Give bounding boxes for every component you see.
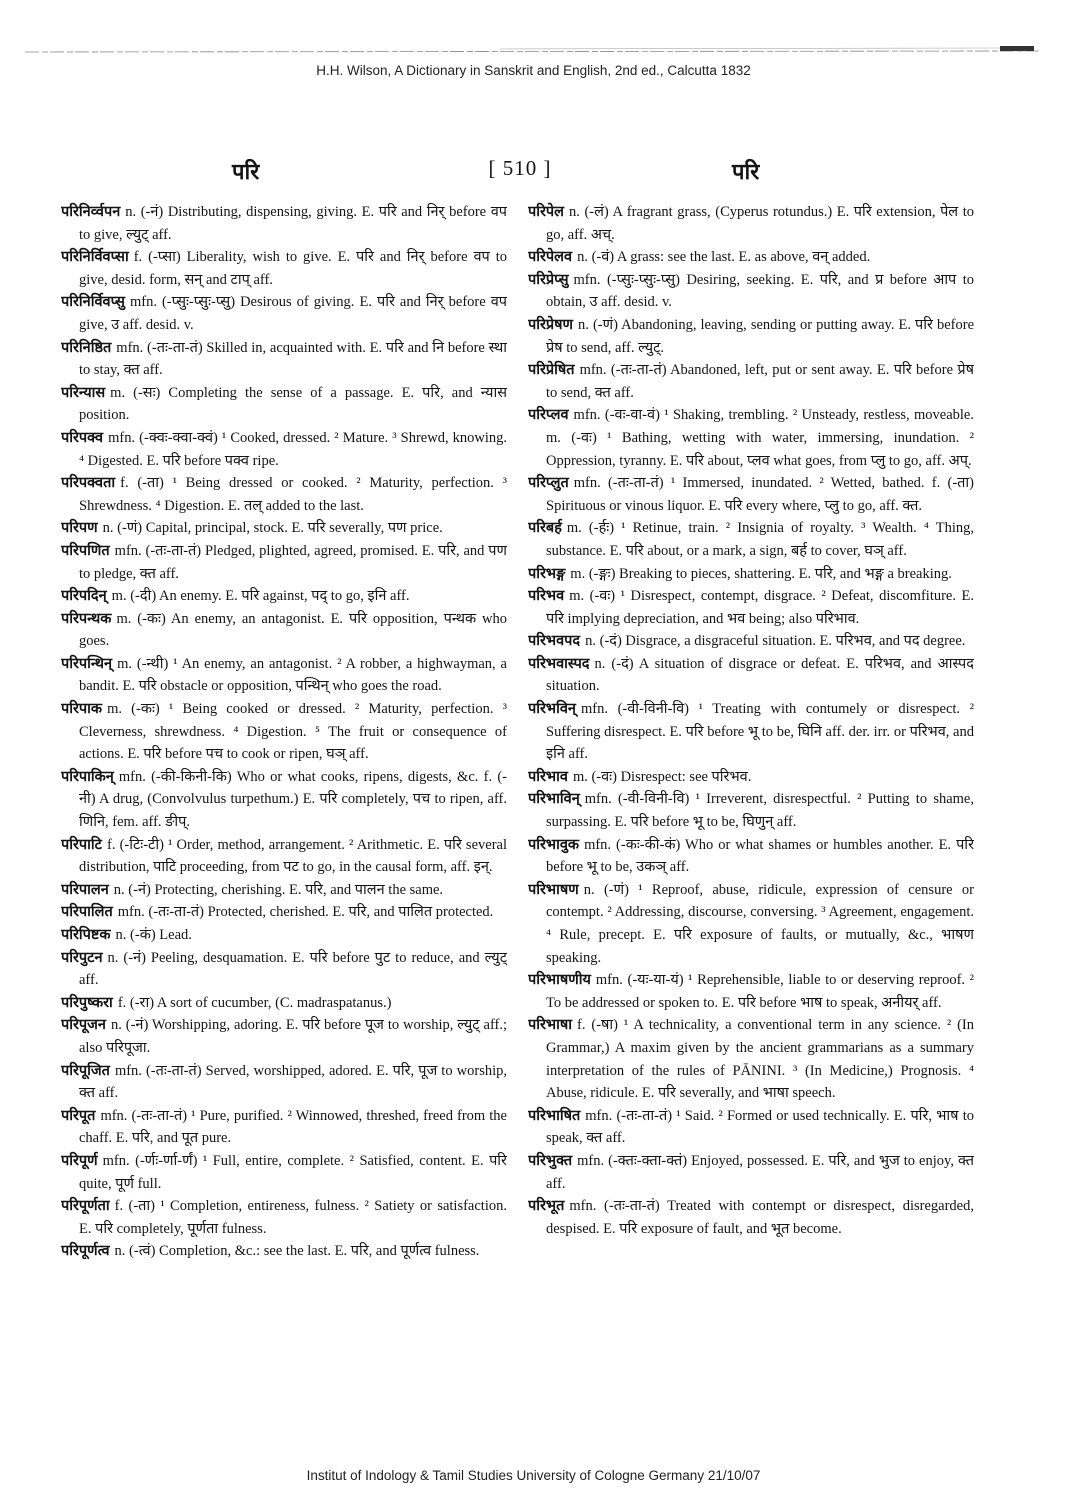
entry-headword: परिन्यास [61,384,106,401]
entry-definition: f. (-रा) A sort of cucumber, (C. madraspatanus.) [117,994,392,1011]
entry-definition: m. (-दी) An enemy. E. परि against, पद् to go, इनि aff. [111,588,410,605]
entry-definition: n. (-नं) Distributing, dispensing, giving. E. परि and निर् before वप to give, ल्युट् aff. [79,204,507,243]
left-column [61,201,507,1455]
entry-definition: n. (-णं) Abandoning, leaving, sending or putting away. E. परि before प्रेष to send, aff. ल्युट्. [546,316,974,356]
dictionary-entry [61,879,507,902]
dictionary-entry [528,472,974,517]
entry-headword: परिपूर्णत्व [61,1243,110,1260]
dictionary-entry [61,382,507,427]
entry-definition: n. (-वं) A grass: see the last. E. as above, वन् added. [577,249,871,266]
entry-definition: mfn. (-तः-ता-तं) Skilled in, acquainted with. E. परि and नि before स्था to stay, क्त aff. [79,339,507,379]
entry-definition: n. (-नं) Peeling, desquamation. E. परि before पुट to reduce, and ल्युट् aff. [79,949,507,989]
dictionary-entry [61,698,507,766]
entry-headword: परिपूजन [61,1017,106,1034]
dictionary-entry [528,1014,974,1104]
scan-top-edge [0,40,1067,60]
entry-headword: परिभविन् [528,701,576,718]
entry-definition: m. (-कः) ¹ Being cooked or dressed. ² Maturity, perfection. ³ Cleverness, shrewdness. ⁴ Digestion. ⁵ The fruit or consequence of actions. E. परि before पच to cook or ripen, घञ् aff. [79,701,507,763]
right-column [528,201,974,1455]
entry-headword: परिभङ्ग [528,565,566,582]
entry-definition: mfn. (-कः-की-कं) Who or what shames or humbles another. E. परि before भू to be, उकञ् aff. [546,836,974,876]
entry-headword: परिपन्थिन् [61,655,113,672]
dictionary-entry [61,517,507,540]
entry-definition: mfn. (-तः-ता-तं) ¹ Immersed, inundated. ² Wetted, bathed. f. (-ता) Spirituous or vinous liquor. E. परि every where, प्लु to go, aff. क्त. [546,475,974,514]
dictionary-entry [61,834,507,879]
entry-definition: n. (-लं) A fragrant grass, (Cyperus rotundus.) E. परि extension, पेल to go, aff. अच्. [546,204,974,243]
entry-headword: परिप्रेषण [528,316,574,333]
entry-headword: परिपन्थक [61,610,112,627]
dictionary-entry [61,472,507,517]
entry-headword: परिभूत [528,1198,565,1215]
entry-definition: mfn. (-प्सुः-प्सुः-प्सु) Desirous of giving. E. परि and निर् before वप give, उ aff. desid. v. [79,294,507,333]
entry-headword: परिभाषा [528,1017,573,1034]
entry-headword: परिभाविन् [528,791,580,808]
dictionary-entry [528,563,974,586]
dictionary-entry [528,201,974,246]
entry-headword: परिपूर्ण [61,1152,98,1169]
entry-headword: परिप्रेप्सु [528,271,569,288]
running-head [0,156,1067,190]
entry-definition: n. (-दं) Disgrace, a disgraceful situation. E. परिभव, and पद degree. [585,633,966,650]
entry-headword: परिपेलव [528,249,573,266]
dictionary-entry [61,924,507,947]
entry-definition: mfn. (-की-किनी-कि) Who or what cooks, ripens, digests, &c. f. (-नी) A drug, (Convolvulus turpethum.) E. परि completely, पच to ripen, aff. णिनि, fem. aff. ङीप्. [79,768,507,831]
entry-definition: f. (-षा) ¹ A technicality, a conventional term in any science. ² (In Grammar,) A maxim given by the ancient grammarians as a summary interpretation of the rules of PĀNINI. ³ (In Medicine,) Prognosis. ⁴ Abuse, ridicule. E. परि severally, and भाषा speech. [546,1017,974,1102]
entry-headword: परिभवास्पद [528,655,590,672]
entry-definition: m. (-वः) ¹ Disrespect, contempt, disgrace. ² Defeat, discomfiture. E. परि implying depreciation, and भव being; also परिभाव. [546,588,974,627]
entry-definition: n. (-नं) Protecting, cherishing. E. परि, and पालन the same. [113,881,444,898]
entry-headword: परिपूत [61,1107,96,1124]
entry-headword: परिपूजित [61,1062,110,1079]
dictionary-entry [61,427,507,472]
dictionary-entry [61,201,507,246]
dictionary-entry [61,1195,507,1240]
dictionary-entry [528,834,974,879]
dictionary-entry [61,1150,507,1195]
entry-headword: परिभाषणीय [528,972,591,989]
dictionary-entry [528,404,974,472]
entry-headword: परिप्रेषित [528,362,575,379]
dictionary-entry [61,1014,507,1059]
entry-headword: परिभाषण [528,881,579,898]
entry-headword: परिप्लुत [528,475,569,492]
entry-headword: परिपालित [61,904,113,921]
entry-headword: परिपिष्टक [61,927,111,943]
dictionary-entry [61,901,507,924]
entry-definition: n. (-त्वं) Completion, &c.: see the last. E. परि, and पूर्णत्व fulness. [114,1243,480,1260]
entry-headword: परिभावुक [528,836,580,853]
entry-definition: mfn. (-यः-या-यं) ¹ Reprehensible, liable to or deserving reproof. ² To be addressed or spoken to. E. परि before भाष to speak, अनीयर् aff. [546,972,974,1011]
dictionary-entry [61,585,507,608]
dictionary-entry [61,947,507,992]
dictionary-entry [528,269,974,314]
dictionary-entry [528,653,974,698]
entry-definition: mfn. (-तः-ता-तं) Served, worshipped, adored. E. परि, पूज to worship, क्त aff. [79,1062,507,1102]
entry-definition: mfn. (-वी-विनी-वि) ¹ Irreverent, disrespectful. ² Putting to shame, surpassing. E. परि before भू to be, घिणुन् aff. [546,791,974,831]
dictionary-entry [61,992,507,1015]
dictionary-entry [61,1060,507,1105]
entry-headword: परिपक्वता [61,475,116,492]
entry-headword: परिपालन [61,881,109,898]
entry-headword: परिपूर्णता [61,1198,110,1215]
entry-headword: परिपण [61,520,98,537]
entry-definition: m. (-सः) Completing the sense of a passage. E. परि, and न्यास position. [79,384,507,424]
dictionary-entry [61,1105,507,1150]
entry-headword: परिनिर्विवप्सु [61,294,125,311]
dictionary-entry [528,517,974,562]
dictionary-entry [61,766,507,834]
dictionary-entry [528,314,974,359]
entry-definition: m. (-न्थी) ¹ An enemy, an antagonist. ² A robber, a highwayman, a bandit. E. परि obstacle or opposition, पन्थिन् who goes the road. [79,655,507,695]
dictionary-entry [61,540,507,585]
dictionary-entry [528,788,974,833]
entry-definition: mfn. (-क्वः-क्वा-क्वं) ¹ Cooked, dressed. ² Mature. ³ Shrewd, knowing. ⁴ Digested. E. परि before पक्व ripe. [79,429,507,469]
source-header: H.H. Wilson, A Dictionary in Sanskrit and English, 2nd ed., Calcutta 1832 [316,63,751,78]
footer: Institut of Indology & Tamil Studies University of Cologne Germany 21/10/07 [306,1468,761,1483]
dictionary-entry [528,1105,974,1150]
entry-headword: परिपुटन [61,949,103,966]
entry-definition: f. (-प्सा) Liberality, wish to give. E. परि and निर् before वप to give, desid. form, सन् and टाप् aff. [79,249,507,288]
entry-definition: mfn. (-तः-ता-तं) Pledged, plighted, agreed, promised. E. परि, and पण to pledge, क्त aff. [79,542,507,582]
dictionary-entry [61,291,507,336]
entry-definition: f. (-ता) ¹ Being dressed or cooked. ² Maturity, perfection. ³ Shrewdness. ⁴ Digestion. E. तल् added to the last. [79,475,507,514]
entry-definition: mfn. (-वः-वा-वं) ¹ Shaking, trembling. ² Unsteady, restless, moveable. m. (-वः) ¹ Bathing, wetting with water, immersing, inundation. ² Oppression, tyranny. E. परि about, प्लव what goes, from प्लु to go, aff. अप्. [546,407,974,469]
entry-definition: mfn. (-तः-ता-तं) ¹ Pure, purified. ² Winnowed, threshed, freed from the chaff. E. परि, and पूत pure. [79,1107,507,1147]
dictionary-entry [61,1240,507,1263]
entry-headword: परिपाकिन् [61,768,114,785]
entry-headword: परिनिर्विवप्सा [61,249,129,266]
running-head-right: परि [732,159,760,184]
entry-headword: परिपक्व [61,429,104,446]
dictionary-entry [528,969,974,1014]
dictionary-entry [61,653,507,698]
dictionary-entry [528,585,974,630]
entry-headword: परिनिष्ठित [61,339,112,356]
dictionary-entry [528,1195,974,1240]
dictionary-entry [528,630,974,653]
dictionary-entry [528,879,974,969]
entry-headword: परिभव [528,588,565,605]
entry-headword: परिपेल [528,204,564,220]
entry-definition: mfn. (-तः-ता-तं) Treated with contempt or disrespect, disregarded, despised. E. परि exposure of fault, and भूत become. [546,1198,974,1237]
entry-definition: n. (-णं) Capital, principal, stock. E. परि severally, पण price. [102,520,443,537]
entry-definition: n. (-नं) Worshipping, adoring. E. परि before पूज to worship, ल्युट् aff.; also परिपूजा. [79,1017,507,1056]
entry-definition: m. (-वः) Disrespect: see परिभव. [572,768,752,785]
dictionary-entry [528,766,974,789]
entry-definition: f. (-ता) ¹ Completion, entireness, fulness. ² Satiety or satisfaction. E. परि completely, पूर्णता fulness. [79,1198,507,1237]
dictionary-entry [61,337,507,382]
entry-headword: परिपणित [61,542,110,559]
entry-definition: m. (-ङ्गः) Breaking to pieces, shattering. E. परि, and भङ्ग a breaking. [570,565,952,582]
entry-definition: n. (-णं) ¹ Reproof, abuse, ridicule, expression of censure or contempt. ² Addressing, discourse, conversing. ³ Agreement, engagement. ⁴ Rule, precept. E. परि exposure of faults, or mutually, &c., भाषण speaking. [546,881,974,966]
entry-headword: परिपुष्करा [61,994,113,1011]
entry-definition: mfn. (-तः-ता-तं) Abandoned, left, put or sent away. E. परि before प्रेष to send, क्त aff. [546,362,974,401]
entry-definition: f. (-टिः-टी) ¹ Order, method, arrangement. ² Arithmetic. E. परि several distribution, पाटि proceeding, from पट to go, in the causal form, aff. इन्. [79,836,507,876]
page-number: [ 510 ] [488,156,552,180]
entry-headword: परिप्लव [528,407,569,424]
dictionary-entry [61,608,507,653]
entry-definition: mfn. (-क्तः-क्ता-क्तं) Enjoyed, possessed. E. परि, and भुज to enjoy, क्त aff. [546,1152,974,1192]
entry-definition: mfn. (-वी-विनी-वि) ¹ Treating with contumely or disrespect. ² Suffering disrespect. E. परि before भू to be, घिनि aff. der. irr. or परिभव, and इनि aff. [546,701,974,763]
entry-headword: परिभाषित [528,1107,581,1124]
entry-headword: परिनिर्व्वपन [61,204,121,220]
entry-headword: परिबर्ह [528,520,562,537]
dictionary-entry [528,359,974,404]
entry-headword: परिभाव [528,768,568,785]
entry-definition: n. (-दं) A situation of disgrace or defeat. E. परिभव, and आस्पद situation. [546,655,974,695]
entry-definition: mfn. (-प्सुः-प्सुः-प्सु) Desiring, seeking. E. परि, and प्र before आप to obtain, उ aff. desid. v. [546,271,974,311]
entry-definition: mfn. (-र्णः-र्णा-र्णं) ¹ Full, entire, complete. ² Satisfied, content. E. परि quite, पूर्ण full. [79,1152,507,1192]
dictionary-entry [528,698,974,766]
dictionary-entry [528,1150,974,1195]
dictionary-entry [528,246,974,269]
entry-headword: परिभवपद [528,633,581,650]
entry-definition: n. (-कं) Lead. [115,927,192,943]
dictionary-entry [61,246,507,291]
entry-headword: परिभुक्त [528,1152,573,1169]
entry-definition: mfn. (-तः-ता-तं) Protected, cherished. E. परि, and पालित protected. [117,904,494,921]
entry-headword: परिपाक [61,701,103,718]
entry-definition: m. (-कः) An enemy, an antagonist. E. परि opposition, पन्थक who goes. [79,610,507,650]
entry-definition: mfn. (-तः-ता-तं) ¹ Said. ² Formed or used technically. E. परि, भाष to speak, क्त aff. [546,1107,974,1147]
entry-definition: m. (-र्हः) ¹ Retinue, train. ² Insignia of royalty. ³ Wealth. ⁴ Thing, substance. E. परि about, or a mark, a sign, बर्ह to cover, घञ् aff. [546,520,974,559]
running-head-left: परि [232,159,260,184]
entry-headword: परिपदिन् [61,588,107,605]
entry-headword: परिपाटि [61,836,102,853]
